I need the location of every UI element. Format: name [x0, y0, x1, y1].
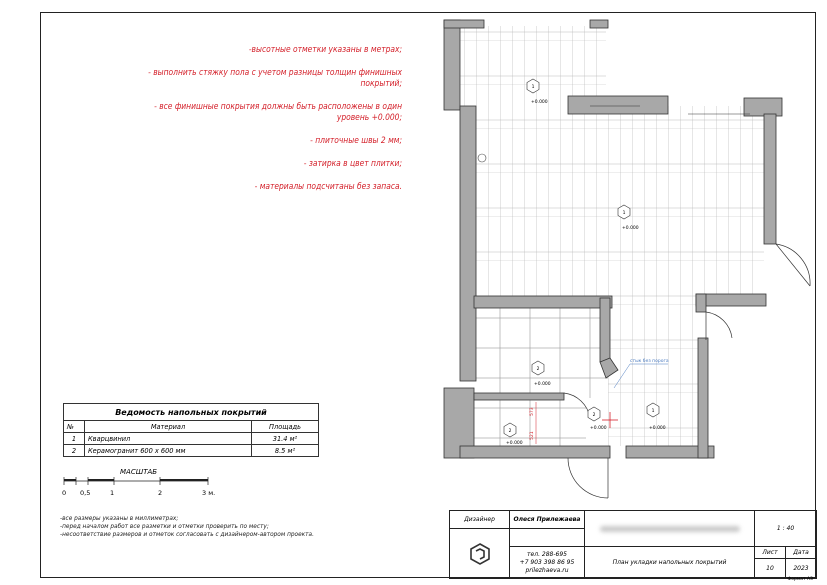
year: 2023 [786, 559, 817, 579]
zone-level: +0.000 [531, 100, 548, 105]
note-line: -перед началом работ все разметки и отметки проверить по месту; [60, 524, 269, 530]
wall [474, 296, 612, 308]
wall [474, 393, 564, 400]
note-line: -высотные отметки указаны в метрах; [248, 44, 402, 54]
note-line: -все размеры указаны в миллиметрах; [60, 516, 179, 522]
zone-level: +0.000 [590, 426, 607, 431]
zone-id: 1 [651, 409, 655, 414]
scale-value: 1 : 40 [755, 511, 817, 547]
wall [590, 20, 608, 28]
scale-tick: 1 [110, 489, 115, 497]
phone: +7 903 398 86 95 [519, 558, 575, 566]
zone-id: 1 [622, 211, 626, 216]
door-swing [706, 312, 732, 338]
wall [568, 96, 668, 114]
floor-spec-table [63, 403, 319, 457]
scale-title: МАСШТАБ [120, 468, 158, 476]
wall [696, 294, 706, 312]
wall [444, 20, 460, 110]
title-block [449, 510, 817, 579]
col-header: Площадь [252, 421, 319, 433]
zone-level: +0.000 [506, 441, 523, 446]
dimension: 521 [530, 431, 535, 440]
zone-level: +0.000 [649, 426, 666, 431]
zone-id: 1 [531, 85, 535, 90]
zone-id: 2 [536, 367, 540, 372]
spec-title: Ведомость напольных покрытий [64, 404, 319, 421]
scale-bar [60, 467, 220, 507]
designer-contacts [510, 547, 585, 579]
sheet-number: 10 [755, 559, 786, 579]
col-header: № [64, 421, 85, 433]
zone-level: +0.000 [534, 382, 551, 387]
scale-tick: 3 м. [202, 489, 216, 497]
designer-label: Дизайнер [450, 511, 510, 529]
wall [460, 446, 610, 458]
date-label: Дата [786, 547, 817, 559]
table-row: 1 Кварцвинил 31.4 м² [64, 433, 319, 445]
sheet-title: План укладки напольных покрытий [585, 547, 755, 579]
wall [460, 106, 476, 381]
note-line: - все финишные покрытия должны быть расположены в один уровень +0.000; [154, 101, 402, 122]
general-notes [140, 44, 402, 204]
note-line: - плиточные швы 2 мм; [310, 135, 402, 145]
zone-level: +0.000 [622, 226, 639, 231]
bottom-notes [60, 515, 314, 539]
scale-tick: 0 [62, 489, 67, 497]
zone-marker [588, 407, 607, 431]
note-line: -несоответствие размеров и отметок согласовать с дизайнером-автором проекта. [60, 532, 314, 538]
wall [600, 298, 610, 362]
phone: тел. 288-695 [527, 550, 567, 558]
paper-format: Формат А3 [787, 577, 813, 582]
wall [444, 20, 484, 28]
col-header: Материал [85, 421, 252, 433]
designer-name: Олеся Прилежаева [510, 511, 585, 529]
zone-id: 2 [592, 413, 596, 418]
designer-sign [510, 529, 585, 547]
door-swing [568, 458, 608, 498]
note-line: - материалы подсчитаны без запаса. [254, 181, 402, 191]
dimension: 573 [530, 407, 535, 416]
table-row: 2 Керамогранит 600 х 600 мм 8.5 м² [64, 445, 319, 457]
wall [764, 114, 776, 244]
note-line: - выполнить стяжку пола с учетом разницы толщин финишных покрытий; [148, 67, 402, 88]
logo [450, 529, 510, 579]
zone-id: 2 [508, 429, 512, 434]
wall [698, 338, 708, 458]
sheet-label: Лист [755, 547, 786, 559]
wall [744, 98, 782, 116]
wall [696, 294, 766, 306]
website: prilezhaeva.ru [525, 566, 569, 574]
project-address [585, 511, 755, 547]
scale-tick: 2 [158, 489, 163, 497]
floor-plan [440, 18, 815, 518]
scale-tick: 0,5 [80, 489, 91, 497]
note-line: - затирка в цвет плитки; [303, 158, 402, 168]
logo-icon [469, 543, 491, 565]
joint-label: стык без порога [630, 359, 669, 364]
